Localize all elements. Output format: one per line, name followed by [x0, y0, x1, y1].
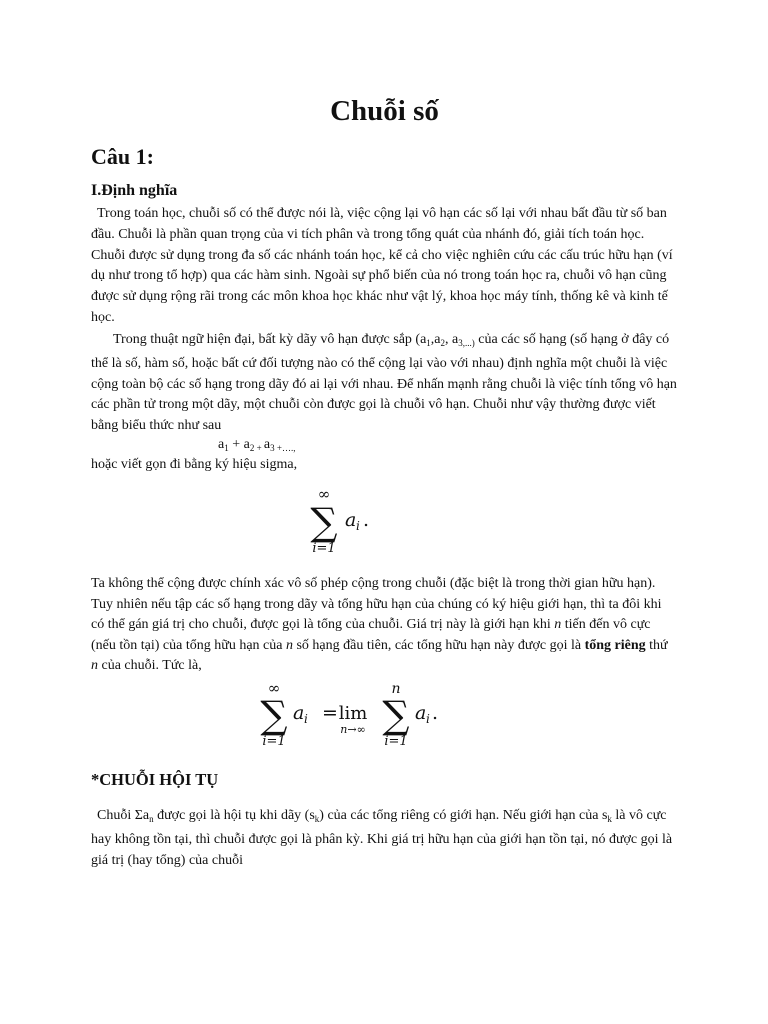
- sigma-symbol: ∑: [310, 500, 338, 544]
- sigma-notation-note: hoặc viết gọn đi bằng ký hiệu sigma,: [91, 457, 298, 472]
- series-expression: $a_1 + a_{2 +}$ $a_{3 +\dots.,}$: [218, 437, 296, 453]
- limit-right-sigma: ∑: [382, 693, 410, 737]
- page-title: Chuỗi số: [330, 95, 439, 127]
- sigma-formula: [307, 484, 477, 556]
- convergence-heading: *CHUỖI HỘI TỤ: [91, 770, 219, 789]
- paragraph-convergence: Chuỗi $\Sigma a_n$ được gọi là hội tụ khi dãy $(s_k)$ của các tổng riêng có giới hạn. Nếu giới hạn của $s_k$ là vô cực hay không tồn tại, thì chuỗi được gọi là phân kỳ. Khi giá trị hữu hạn của giới hạn tồn tại, nó được gọi là giá trị (hay tổng) của chuỗi: [91, 808, 673, 868]
- sigma-upper-limit: ∞: [317, 485, 331, 503]
- limit-lim: lim: [338, 703, 368, 724]
- limit-right-term: a: [415, 702, 427, 724]
- limit-left-sigma-lower: i=1: [262, 734, 286, 749]
- limit-right-sigma-upper: n: [391, 681, 401, 697]
- partial-sum-term: tổng riêng: [584, 637, 646, 653]
- limit-left-term-index: i: [304, 712, 308, 726]
- limit-right-sigma-lower: i=1: [384, 734, 408, 749]
- sigma-lower-limit: i=1: [312, 541, 336, 556]
- paragraph-modern-terminology: Trong thuật ngữ hiện đại, bất kỳ dãy vô hạn được sắp ($a_1,a_2$, $a_{3,...)}$ của các số hạng (số hạng ở đây có thể là số, hàm số, hoặc bất cứ đối tượng nào có thể cộng lại vào với nhau) định nghĩa một chuỗi là việc cộng toàn bộ các số hạng trong dãy đó ai lại với nhau. Để nhấn mạnh rằng chuỗi là việc tính tổng vô hạn các phần tử trong một dãy, một chuỗi còn được gọi là chuỗi vô hạn. Chuỗi như vậy thường được viết bằng biểu thức như sau: [91, 332, 677, 434]
- paragraph-intro: [91, 204, 678, 329]
- limit-right-term-index: i: [426, 712, 430, 726]
- limit-formula: [259, 679, 519, 749]
- limit-equals: =: [322, 702, 338, 724]
- limit-left-sigma-upper: ∞: [267, 679, 281, 697]
- sigma-term-index: i: [356, 519, 360, 533]
- limit-period: .: [432, 702, 439, 724]
- definition-heading: I.Định nghĩa: [91, 182, 178, 199]
- question-heading: Câu 1:: [91, 144, 154, 169]
- sigma-period: .: [363, 509, 370, 531]
- sigma-term: a: [345, 509, 357, 531]
- paragraph-partial-sums: Ta không thể cộng được chính xác vô số phép cộng trong chuỗi (đặc biệt là trong thời gian hữu hạn). Tuy nhiên nếu tập các số hạng trong dãy và tổng hữu hạn của chúng có ký hiệu giới hạn, thì ta đôi khi có thể gán giá trị cho chuỗi, được gọi là tổng của chuỗi. Giá trị này là giới hạn khi n tiến đến vô cực (nếu tồn tại) của tổng hữu hạn của n số hạng đầu tiên, các tổng hữu hạn này được gọi là tổng riêng thứ n của chuỗi. Tức là,: [91, 576, 668, 673]
- limit-left-sigma: ∑: [260, 693, 288, 737]
- limit-left-term: a: [293, 702, 305, 724]
- paragraph-intro-text: Trong toán học, chuỗi số có thể được nói là, việc cộng lại vô hạn các số lại với nhau bất đầu từ số ban đầu. Chuỗi là phần quan trọng của vi tích phân và trong tổng quát của nhánh đó, giải tích toán học. Chuỗi được sử dụng trong đa số các nhánh toán học, kể cả cho việc nghiên cứu các cấu trúc hữu hạn (ví dụ như trong tổ hợp) qua các hàm sinh. Ngoài sự phổ biến của nó trong toán học ra, chuỗi vô hạn cũng được sử dụng rộng rãi trong các môn khoa học khác như vật lý, khoa học máy tính, thống kê và kinh tế học.: [91, 206, 673, 325]
- limit-lim-subscript: n→∞: [340, 723, 366, 736]
